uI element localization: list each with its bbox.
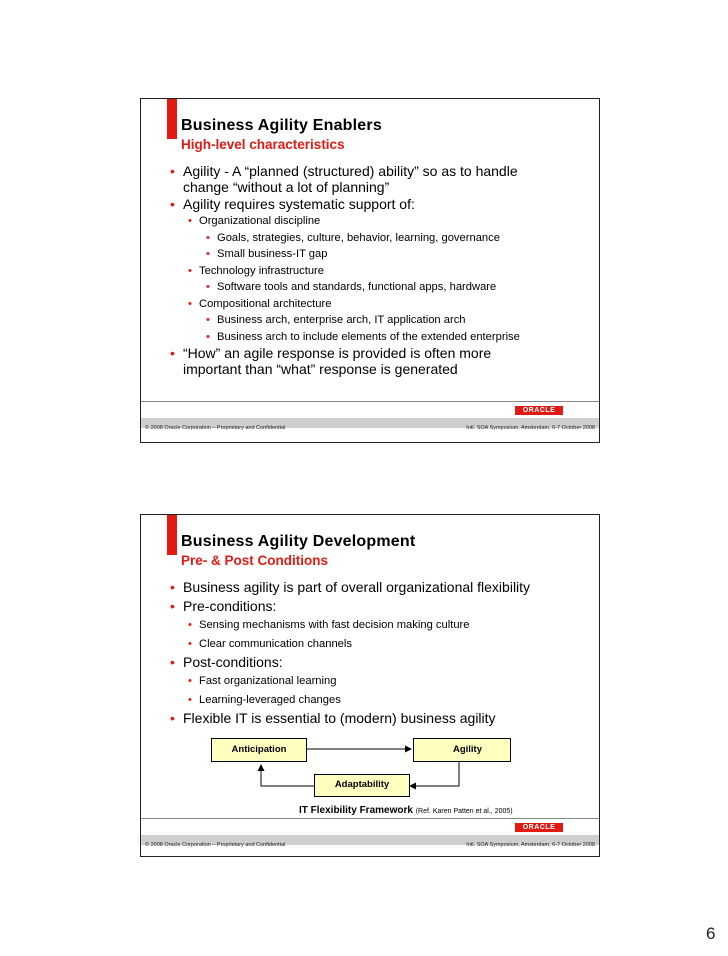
sub-sub-bullet-item: • Software tools and standards, functional apps, hardware [169, 279, 593, 296]
slide-title: Business Agility Development [181, 533, 416, 550]
sub-bullet-item: • Learning-leveraged changes [169, 692, 593, 709]
footer-divider [141, 818, 599, 819]
adaptability-box: Adaptability [314, 774, 410, 797]
bullet-list [169, 163, 593, 378]
bullet-item: • “How” an agile response is provided is often more important than “what” response is generated [169, 345, 593, 377]
framework-caption: IT Flexibility Framework (Ref. Karen Patten et al., 2005) [299, 805, 513, 816]
footer-copyright: © 2008 Oracle Corporation – Proprietary and Confidential [145, 425, 286, 431]
sub-bullet-item: • Compositional architecture [169, 296, 593, 313]
sub-bullet-item: • Organizational discipline [169, 213, 593, 230]
sub-sub-bullet-item: • Goals, strategies, culture, behavior, learning, governance [169, 230, 593, 247]
sub-bullet-item: • Technology infrastructure [169, 263, 593, 280]
title-accent-bar [167, 99, 177, 139]
bullet-item: • Business agility is part of overall organizational flexibility [169, 579, 593, 595]
slide-title: Business Agility Enablers [181, 117, 382, 134]
arrow-agility-to-adaptability [410, 762, 459, 786]
footer-event: Intl. SOA Symposium, Amsterdam, 6-7 October 2008 [466, 842, 595, 848]
sub-bullet-item: • Sensing mechanisms with fast decision making culture [169, 617, 593, 634]
bullet-item: • Agility requires systematic support of: [169, 196, 593, 212]
slide-subtitle: High-level characteristics [181, 137, 345, 152]
footer-event: Intl. SOA Symposium, Amsterdam, 6-7 October 2008 [466, 425, 595, 431]
bullet-item: • Agility - A “planned (structured) ability” so as to handle change “without a lot of planning” [169, 163, 593, 195]
sub-bullet-item: • Fast organizational learning [169, 673, 593, 690]
footer-divider [141, 401, 599, 402]
arrow-adaptability-to-anticipation [261, 765, 314, 786]
page-number: 6 [706, 924, 716, 943]
sub-bullet-item: • Clear communication channels [169, 636, 593, 653]
anticipation-box: Anticipation [211, 738, 307, 762]
bullet-item: • Flexible IT is essential to (modern) business agility [169, 710, 593, 726]
agility-box: Agility [413, 738, 511, 762]
slide-subtitle: Pre- & Post Conditions [181, 553, 329, 568]
sub-sub-bullet-item: • Business arch to include elements of the extended enterprise [169, 329, 593, 346]
oracle-logo: ORACLE [515, 823, 563, 832]
slide-1 [140, 98, 600, 443]
sub-sub-bullet-item: • Business arch, enterprise arch, IT application arch [169, 312, 593, 329]
bullet-item: • Post-conditions: [169, 654, 593, 670]
framework-reference: (Ref. Karen Patten et al., 2005) [415, 808, 513, 815]
footer-copyright: © 2008 Oracle Corporation – Proprietary and Confidential [145, 842, 286, 848]
oracle-logo: ORACLE [515, 406, 563, 415]
sub-sub-bullet-item: • Small business-IT gap [169, 246, 593, 263]
bullet-item: • Pre-conditions: [169, 598, 593, 614]
slide-2 [140, 514, 600, 857]
